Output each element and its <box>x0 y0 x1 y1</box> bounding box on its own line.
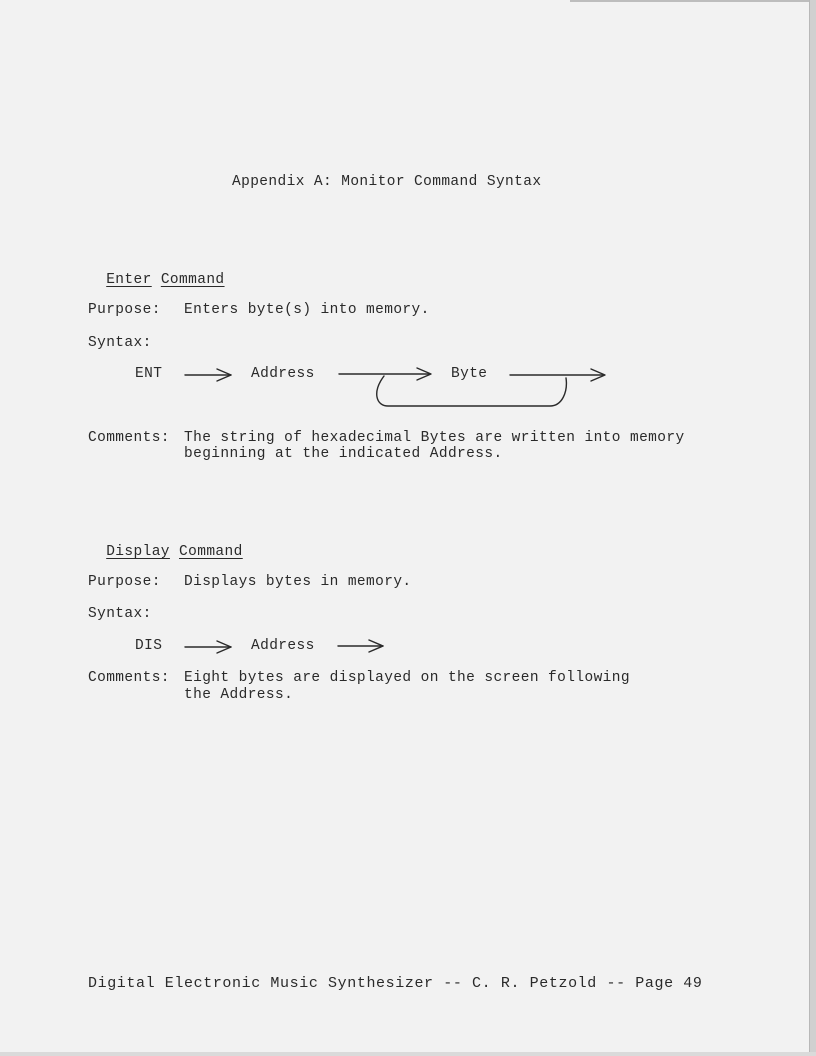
comments-line: the Address. <box>184 687 294 703</box>
arrow-icon <box>185 641 231 653</box>
page-footer: Digital Electronic Music Synthesizer -- C. R. Petzold -- Page 49 <box>88 975 703 992</box>
purpose-label: Purpose: <box>88 574 161 590</box>
syntax-keyword-dis: DIS <box>135 638 163 654</box>
comments-line: The string of hexadecimal Bytes are written into memory <box>184 430 685 446</box>
syntax-label: Syntax: <box>88 606 152 622</box>
comments-label: Comments: <box>88 670 170 686</box>
heading-word: Display <box>106 544 170 560</box>
comments-line: Eight bytes are displayed on the screen following <box>184 670 630 686</box>
purpose-text: Enters byte(s) into memory. <box>184 302 430 318</box>
purpose-text: Displays bytes in memory. <box>184 574 412 590</box>
arrow-icon <box>338 640 383 652</box>
page-edge-bottom <box>0 1052 816 1056</box>
heading-word: Command <box>160 272 225 288</box>
syntax-param-address: Address <box>251 366 315 382</box>
syntax-param-address: Address <box>251 638 315 654</box>
syntax-param-byte: Byte <box>451 366 488 382</box>
comments-label: Comments: <box>88 430 170 446</box>
purpose-label: Purpose: <box>88 302 161 318</box>
heading-word: Command <box>179 544 243 560</box>
heading-word: Enter <box>106 272 152 288</box>
comments-line: beginning at the indicated Address. <box>184 446 503 462</box>
syntax-label: Syntax: <box>88 335 152 351</box>
page-title: Appendix A: Monitor Command Syntax <box>232 174 542 190</box>
syntax-keyword-ent: ENT <box>135 366 163 382</box>
